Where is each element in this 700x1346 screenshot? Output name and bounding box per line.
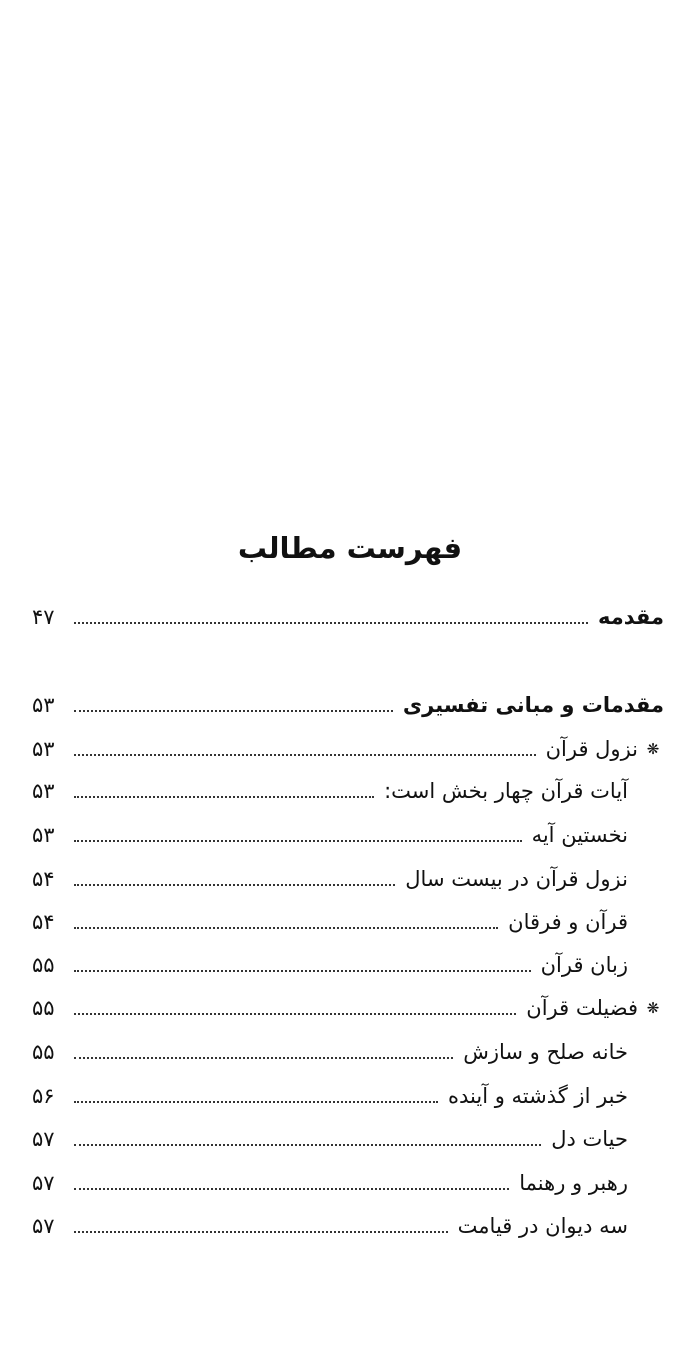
toc-entry-label: مقدمه: [598, 605, 664, 629]
dot-leader: [74, 1076, 438, 1116]
toc-entry-label: رهبر و رهنما: [519, 1171, 628, 1195]
toc-entry-page-number: ۵۴: [32, 910, 55, 934]
toc-entry-label: نخستین آیه: [531, 823, 628, 847]
dot-leader: [74, 988, 516, 1028]
toc-entry: [32, 988, 664, 1028]
toc-entry-label: سه دیوان در قیامت: [457, 1214, 628, 1238]
toc-entry-page-number: ۴۷: [32, 605, 55, 629]
dot-leader: [74, 597, 588, 637]
toc-entry: [32, 597, 664, 637]
dot-leader: [74, 1163, 509, 1203]
toc-entry-label: مقدمات و مبانی تفسیری: [402, 693, 664, 717]
toc-entry-label: نزول قرآن: [545, 737, 638, 761]
toc-entry: [32, 859, 664, 899]
toc-entry-page-number: ۵۵: [32, 1040, 55, 1064]
toc-entry: [32, 902, 664, 942]
toc-entry-page-number: ۵۷: [32, 1214, 55, 1238]
dot-leader: [74, 729, 536, 769]
dot-leader: [74, 1119, 541, 1159]
dot-leader: [74, 685, 393, 725]
toc-entry: [32, 729, 664, 769]
toc-entry: [32, 1206, 664, 1246]
toc-entry: [32, 685, 664, 725]
toc-entry: [32, 771, 664, 811]
toc-entry-label: زبان قرآن: [540, 953, 628, 977]
dot-leader: [74, 1032, 453, 1072]
toc-entry-label: خانه صلح و سازش: [463, 1040, 628, 1064]
bullet-icon: ❋: [646, 999, 660, 1017]
toc-entry-page-number: ۵۳: [32, 779, 55, 803]
toc-entry-label: حیات دل: [551, 1127, 628, 1151]
bullet-icon: ❋: [646, 740, 660, 758]
dot-leader: [74, 815, 522, 855]
dot-leader: [74, 771, 374, 811]
toc-entry: [32, 1163, 664, 1203]
dot-leader: [74, 902, 498, 942]
toc-entry-label: نزول قرآن در بیست سال: [405, 867, 628, 891]
toc-entry: [32, 945, 664, 985]
toc-entry-page-number: ۵۷: [32, 1171, 55, 1195]
toc-entry: [32, 1032, 664, 1072]
toc-entry-page-number: ۵۳: [32, 823, 55, 847]
dot-leader: [74, 1206, 448, 1246]
toc-entry-label: فضیلت قرآن: [526, 996, 638, 1020]
toc-entry-page-number: ۵۷: [32, 1127, 55, 1151]
toc-entry: [32, 815, 664, 855]
toc-entry: [32, 1119, 664, 1159]
toc-entry-label: قرآن و فرقان: [508, 910, 628, 934]
toc-entry-page-number: ۵۳: [32, 737, 55, 761]
dot-leader: [74, 945, 531, 985]
toc-entry-page-number: ۵۵: [32, 953, 55, 977]
toc-entry-page-number: ۵۵: [32, 996, 55, 1020]
toc-title: فهرست مطالب: [237, 531, 463, 565]
toc-entry: [32, 1076, 664, 1116]
dot-leader: [74, 859, 395, 899]
toc-entry-label: آیات قرآن چهار بخش است:: [384, 779, 628, 803]
toc-entry-page-number: ۵۴: [32, 867, 55, 891]
toc-entry-page-number: ۵۶: [32, 1084, 55, 1108]
toc-entry-label: خبر از گذشته و آینده: [448, 1084, 628, 1108]
toc-entry-page-number: ۵۳: [32, 693, 55, 717]
